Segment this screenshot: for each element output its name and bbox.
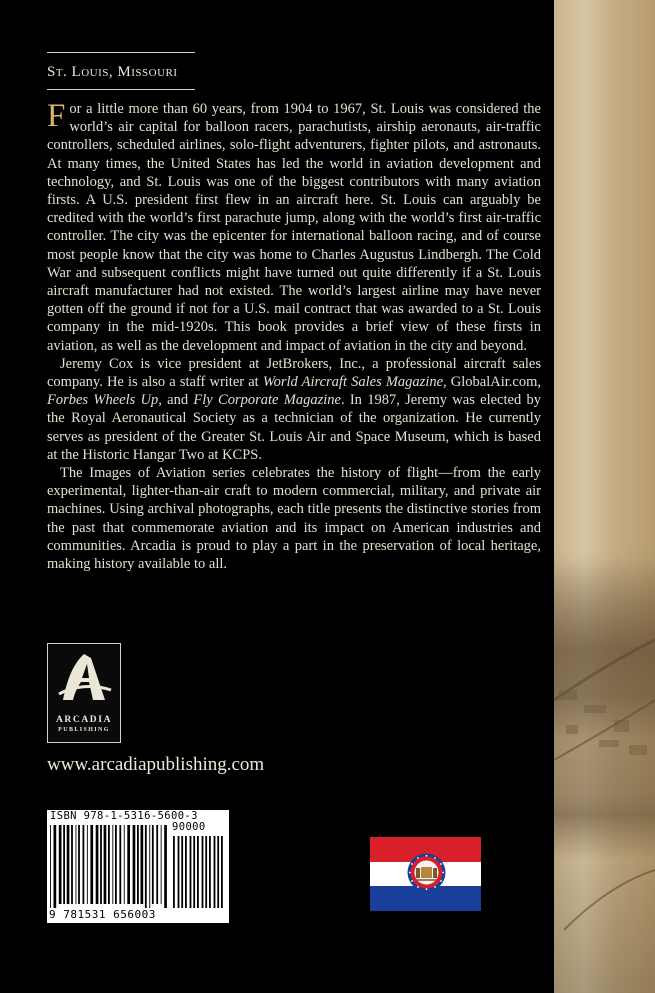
series-blurb-paragraph: The Images of Aviation series celebrates the history of flight—from the early experimental, lighter-than-air craft to modern commercial, military, and private air machines. Using archival photographs, each title presents the distinctive stories from the past that commemorate aviation and its impact on American industries and communities. Arcadia is proud to play a part in the preservation of local heritage, making history available to all.: [47, 465, 541, 573]
publication-title: Forbes Wheels Up: [47, 392, 159, 409]
drop-cap: F: [47, 98, 66, 134]
description-text: or a little more than 60 years, from 1904 to 1967, St. Louis was considered the world’s air capital for balloon racers, parachutists, airship aeronauts, air-traffic controllers, scheduled airlines, solo-flight adventurers, fighter pilots, and astronauts. At many times, the United States has led the world in aviation development and technology, and St. Louis was one of the biggest contributors with many aviation firsts. A U.S. president first flew in an aircraft here. St. Louis can arguably be credited with the world’s first parachute jump, along with the world’s first air-traffic controller. The city was the epicenter for international balloon racing, and of course most people know that the city was home to Charles Augustus Lindbergh. The Cold War and subsequent conflicts might have turned out quite differently if a St. Louis aircraft manufacturer had not existed. The world’s largest airline may have never gotten off the ground if not for a U.S. mail contract that was awarded to a St. Louis company in the mid-1920s. This book provides a brief view of these firsts in aviation, as well as the development and impact of aviation in the city and beyond.: [47, 101, 541, 354]
author-bio-paragraph: [47, 355, 541, 464]
publisher-name-line-1: ARCADIA: [55, 715, 113, 725]
isbn-label: ISBN 978-1-5316-5600-3: [50, 810, 198, 822]
back-cover-text: [47, 100, 541, 573]
price-code: 90000: [172, 821, 206, 833]
spine-photo: [554, 0, 655, 993]
description-paragraph: [47, 100, 541, 355]
publisher-name-line-2: PUBLISHING: [58, 727, 110, 733]
author-bio-text: Jeremy Cox is vice president at JetBrokers, Inc., a professional aircraft sales company. He is also a staff writer at: [47, 355, 541, 391]
arcadia-logo: [47, 643, 121, 743]
isbn-barcode: [47, 810, 229, 923]
author-bio-text: , and: [158, 392, 194, 409]
ean-number: 9 781531 656003: [49, 908, 156, 921]
bottom-rule: [47, 89, 195, 90]
missouri-flag: [370, 837, 481, 911]
author-bio-text: . In 1987, Jeremy was elected by the Royal Aeronautical Society as a technician of the organization. He currently serves as president of the Greater St. Louis Air and Space Museum, which is based at the Historic Hangar Two at KCPS.: [47, 392, 541, 463]
publisher-website[interactable]: www.arcadiapublishing.com: [47, 754, 265, 775]
publication-title: Fly Corporate Magazine: [193, 392, 341, 409]
series-title: St. Louis, Missouri: [47, 64, 178, 80]
top-rule: [47, 52, 195, 53]
publication-title: World Aircraft Sales Magazine: [262, 374, 444, 391]
arcadia-a-icon: [53, 650, 115, 712]
state-seal-icon: [406, 852, 447, 893]
author-bio-text: , GlobalAir.com,: [443, 374, 542, 391]
